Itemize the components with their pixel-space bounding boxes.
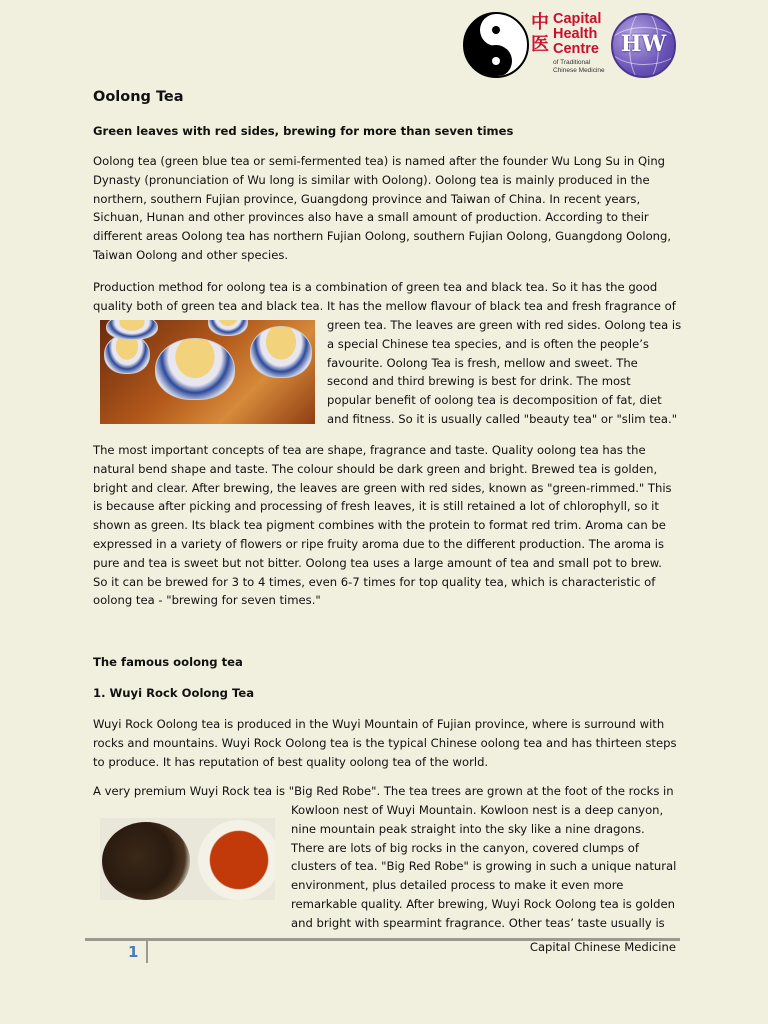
chinese-medicine-glyph: 中医 <box>531 12 549 55</box>
paragraph-production-wrap: green tea. The leaves are green with red sides. Oolong tea is a special Chinese tea species, and is often the people’s favourite. Oolong Tea is fresh, mellow and sweet. The second and third brewing is best for drink. The most popular benefit of oolong tea is decomposition of fat, diet and fitness. So it is usually called "beauty tea" or "slim tea." <box>327 318 682 426</box>
paragraph-intro: Oolong tea (green blue tea or semi-fermented tea) is named after the founder Wu Long Su in Qing Dynasty (pronunciation of Wu long is similar with Oolong). Oolong tea is mainly produced in the northern, southern Fujian province, Guangdong province and Taiwan of China. In recent years, Sichuan, Hunan and other provinces also have a small amount of production. According to their different areas Oolong tea has northern Fujian Oolong, southern Fujian Oolong, Guangdong Oolong, Taiwan Oolong and other species. <box>93 154 672 262</box>
brand-subtitle: of Traditional Chinese Medicine <box>553 59 605 74</box>
brand-name: Capital Health Centre <box>553 11 602 57</box>
paragraph-concepts: The most important concepts of tea are shape, fragrance and taste. Quality oolong tea has the natural bend shape and taste. The colour should be dark green and bright. Brewed tea is golden, bright and clear. After brewing, the leaves are green with red sides, known as "green-rimmed." This is because after picking and processing of fresh leaves, it is still retained a lot of chlorophyll, so it shown as green. Its black tea pigment combines with the protein to format red trim. Aroma can be expressed in a variety of flowers or ripe fruity aroma due to the different production. The aroma is pure and tea is sweet but not bitter. Oolong tea uses a large amount of tea and small pot to brew. So it can be brewed for 3 to 4 times, even 6-7 times for top quality tea, which is characteristic of oolong tea - "brewing for seven times." <box>93 443 672 608</box>
hw-globe-logo: HW <box>611 13 676 78</box>
paragraph-production: Production method for oolong tea is a combination of green tea and black tea. So it has the good quality both of green tea and black tea. It has the mellow flavour of black tea and fresh fragrance of <box>93 280 676 313</box>
paragraph-wuyi: Wuyi Rock Oolong tea is produced in the Wuyi Mountain of Fujian province, where is surround with rocks and mountains. Wuyi Rock Oolong tea is the typical Chinese oolong tea and has thirteen steps to produce. It has reputation of best quality oolong tea of the world. <box>93 717 677 769</box>
paragraph-big-red-robe-wrap: Kowloon nest of Wuyi Mountain. Kowloon nest is a deep canyon, nine mountain peak straight into the sky like a nine dragons. There are lots of big rocks in the canyon, covered clumps of clusters of tea. "Big Red Robe" is growing in such a unique natural environment, plus detailed process to make it even more remarkable quality. After brewing, Wuyi Rock Oolong tea is golden and bright with spearmint fragrance. Other teas’ taste usually is <box>291 803 677 930</box>
page-title: Oolong Tea <box>93 89 184 105</box>
section-heading: The famous oolong tea <box>93 655 243 669</box>
oolong-tea-cups-photo <box>100 320 315 424</box>
footer-text: Capital Chinese Medicine <box>529 940 676 954</box>
subtitle: Green leaves with red sides, brewing for more than seven times <box>93 124 514 138</box>
yin-yang-logo <box>463 12 529 78</box>
page-number: 1 <box>128 943 139 961</box>
paragraph-big-red-robe-first: A very premium Wuyi Rock tea is "Big Red Robe". The tea trees are grown at the foot of the rocks in <box>93 784 674 798</box>
subheading-wuyi: 1. Wuyi Rock Oolong Tea <box>93 686 255 700</box>
wuyi-rock-tea-photo <box>100 818 275 900</box>
footer-vertical-divider <box>146 940 148 963</box>
